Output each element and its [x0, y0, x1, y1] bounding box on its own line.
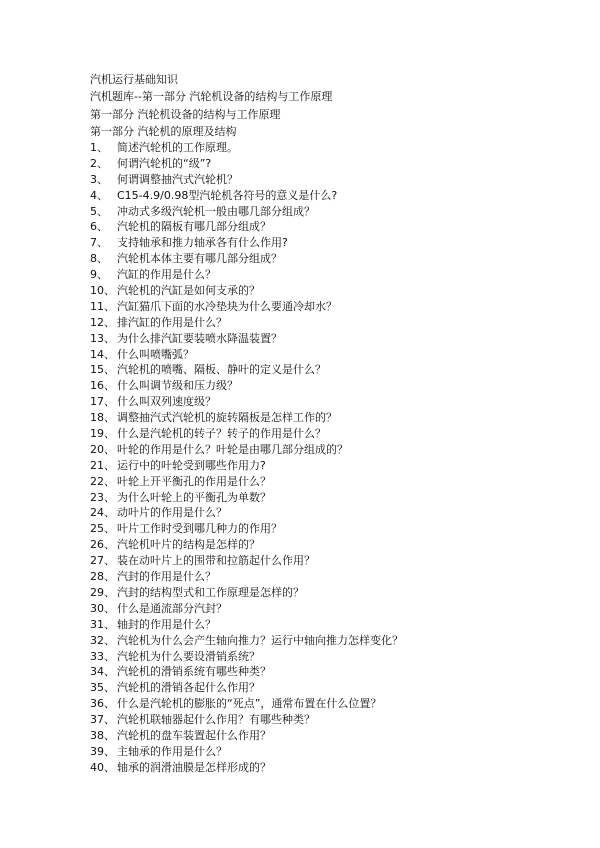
- question-number: 34、: [90, 665, 115, 679]
- question-text: 汽轮机的滑销系统有哪些种类？: [117, 665, 271, 679]
- question-item: [90, 347, 580, 363]
- question-item: [90, 172, 580, 188]
- question-number: 40、: [90, 760, 115, 774]
- question-text: 什么叫调节级和压力级？: [117, 379, 238, 393]
- question-number: 33、: [90, 649, 115, 663]
- question-text: 为什么排汽缸要装喷水降温装置？: [117, 331, 282, 345]
- question-item: [90, 728, 580, 744]
- document-header: [90, 71, 570, 140]
- question-text: 叶轮上开平衡孔的作用是什么？: [117, 474, 271, 488]
- question-number: 10、: [90, 284, 115, 298]
- question-item: [90, 267, 580, 283]
- question-text: 汽缸的作用是什么？: [117, 268, 216, 282]
- question-item: [90, 617, 580, 633]
- question-number: 23、: [90, 490, 115, 504]
- question-number: 6、: [90, 220, 108, 234]
- section-heading: 第一部分 汽轮机的原理及结构: [90, 124, 237, 138]
- question-text: 汽轮机叶片的结构是怎样的？: [117, 538, 260, 552]
- question-number: 5、: [90, 204, 108, 218]
- question-item: [90, 315, 580, 331]
- question-text: 什么叫双列速度级？: [117, 395, 216, 409]
- question-number: 26、: [90, 538, 115, 552]
- question-text: C15-4.9/0.98型汽轮机各符号的意义是什么?: [117, 188, 338, 202]
- question-number: 4、: [90, 188, 108, 202]
- question-number: 7、: [90, 236, 108, 250]
- question-text: 什么是通流部分汽封？: [117, 601, 227, 615]
- question-item: [90, 426, 580, 442]
- question-item: [90, 378, 580, 394]
- question-list: [90, 140, 580, 776]
- question-text: 汽轮机的喷嘴、隔板、静叶的定义是什么？: [117, 363, 326, 377]
- question-item: [90, 219, 580, 235]
- question-text: 装在动叶片上的围带和拉筋起什么作用？: [117, 554, 315, 568]
- question-text: 汽轮机本体主要有哪几部分组成？: [117, 252, 282, 266]
- document-title: 汽机运行基础知识: [90, 73, 178, 86]
- question-item: [90, 569, 580, 585]
- question-item: [90, 601, 580, 617]
- question-item: [90, 585, 580, 601]
- question-text: 汽封的结构型式和工作原理是怎样的？: [117, 585, 304, 599]
- question-number: 2、: [90, 156, 108, 170]
- question-number: 22、: [90, 474, 115, 488]
- question-text: 汽轮机的汽缸是如何支承的？: [117, 284, 260, 298]
- question-number: 12、: [90, 315, 115, 329]
- question-item: [90, 553, 580, 569]
- question-item: [90, 633, 580, 649]
- question-item: [90, 649, 580, 665]
- question-text: 汽轮机为什么会产生轴向推力？运行中轴向推力怎样变化？: [117, 633, 403, 647]
- question-number: 35、: [90, 681, 115, 695]
- question-bank-heading: 汽机题库--第一部分 汽轮机设备的结构与工作原理: [90, 90, 333, 104]
- question-text: 为什么叶轮上的平衡孔为单数？: [117, 490, 271, 504]
- question-number: 3、: [90, 172, 108, 186]
- question-item: [90, 299, 580, 315]
- question-item: [90, 537, 580, 553]
- question-text: 冲动式多级汽轮机一般由哪几部分组成？: [117, 204, 315, 218]
- question-number: 39、: [90, 744, 115, 758]
- question-text: 动叶片的作用是什么？: [117, 506, 227, 520]
- question-number: 14、: [90, 347, 115, 361]
- question-item: [90, 362, 580, 378]
- question-text: 汽轮机的盘车装置起什么作用？: [117, 728, 271, 742]
- question-number: 18、: [90, 411, 115, 425]
- question-text: 什么是汽轮机的转子？转子的作用是什么？: [117, 427, 326, 441]
- question-text: 简述汽轮机的工作原理。: [117, 141, 238, 154]
- question-number: 19、: [90, 427, 115, 441]
- question-number: 17、: [90, 395, 115, 409]
- question-item: [90, 760, 580, 776]
- question-item: [90, 744, 580, 760]
- question-text: 调整抽汽式汽轮机的旋转隔板是怎样工作的？: [117, 411, 337, 425]
- question-number: 25、: [90, 522, 115, 536]
- question-number: 38、: [90, 728, 115, 742]
- question-text: 运行中的叶轮受到哪些作用力?: [117, 458, 266, 472]
- question-text: 何谓汽轮机的“级”?: [117, 156, 212, 170]
- question-text: 叶片工作时受到哪几种力的作用？: [117, 522, 282, 536]
- question-item: [90, 140, 580, 156]
- question-text: 汽封的作用是什么？: [117, 570, 216, 584]
- question-number: 11、: [90, 299, 115, 313]
- question-item: [90, 394, 580, 410]
- question-number: 37、: [90, 713, 115, 727]
- question-text: 什么是汽轮机的膨胀的“死点”，通常布置在什么位置？: [117, 697, 382, 711]
- question-number: 16、: [90, 379, 115, 393]
- question-number: 28、: [90, 570, 115, 584]
- question-item: [90, 680, 580, 696]
- question-item: [90, 283, 580, 299]
- question-text: 支持轴承和推力轴承各有什么作用?: [117, 236, 288, 250]
- question-item: [90, 505, 580, 521]
- question-item: [90, 204, 580, 220]
- question-item: [90, 664, 580, 680]
- question-text: 汽轮机的隔板有哪几部分组成？: [117, 220, 271, 234]
- question-text: 轴承的润滑油膜是怎样形成的？: [117, 760, 271, 774]
- question-item: [90, 331, 580, 347]
- question-item: [90, 156, 580, 172]
- question-number: 20、: [90, 442, 115, 456]
- question-text: 排汽缸的作用是什么？: [117, 315, 227, 329]
- question-number: 30、: [90, 601, 115, 615]
- question-text: 何谓调整抽汽式汽轮机？: [117, 172, 238, 186]
- question-text: 叶轮的作用是什么？叶轮是由哪几部分组成的？: [117, 442, 348, 456]
- question-item: [90, 696, 580, 712]
- question-number: 1、: [90, 141, 108, 154]
- question-number: 9、: [90, 268, 108, 282]
- question-item: [90, 490, 580, 506]
- question-text: 汽轮机的滑销各起什么作用？: [117, 681, 260, 695]
- question-number: 13、: [90, 331, 115, 345]
- question-item: [90, 474, 580, 490]
- question-number: 27、: [90, 554, 115, 568]
- question-text: 主轴承的作用是什么？: [117, 744, 227, 758]
- question-number: 21、: [90, 458, 115, 472]
- question-number: 24、: [90, 506, 115, 520]
- question-item: [90, 410, 580, 426]
- question-number: 29、: [90, 585, 115, 599]
- question-number: 36、: [90, 697, 115, 711]
- question-text: 汽缸猫爪下面的水冷垫块为什么要通冷却水？: [117, 299, 337, 313]
- question-number: 15、: [90, 363, 115, 377]
- question-item: [90, 458, 580, 474]
- question-number: 8、: [90, 252, 108, 266]
- question-text: 汽轮机为什么要设滑销系统？: [117, 649, 260, 663]
- question-item: [90, 712, 580, 728]
- question-item: [90, 521, 580, 537]
- question-number: 31、: [90, 617, 115, 631]
- question-item: [90, 188, 580, 204]
- question-item: [90, 251, 580, 267]
- question-text: 什么叫喷嘴弧？: [117, 347, 194, 361]
- question-text: 汽轮机联轴器起什么作用？有哪些种类？: [117, 713, 315, 727]
- question-item: [90, 235, 580, 251]
- part-heading: 第一部分 汽轮机设备的结构与工作原理: [90, 107, 281, 121]
- question-text: 轴封的作用是什么？: [117, 617, 216, 631]
- question-number: 32、: [90, 633, 115, 647]
- question-item: [90, 442, 580, 458]
